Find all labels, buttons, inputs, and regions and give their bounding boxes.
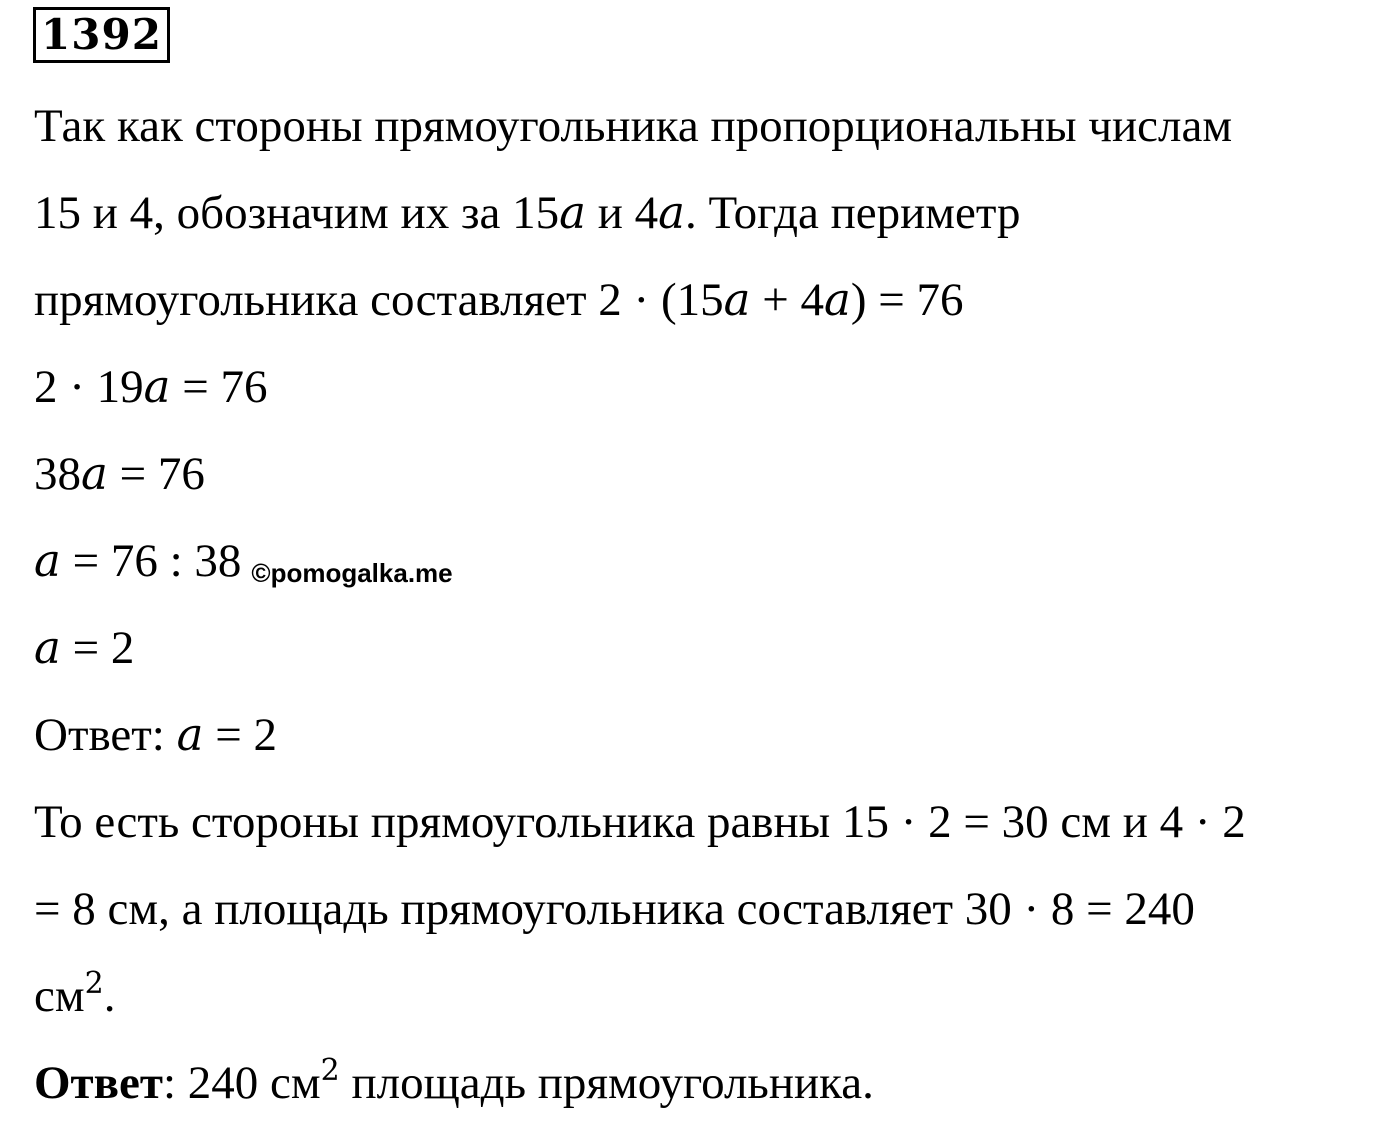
variable-a: a (143, 360, 171, 413)
variable-a: a (559, 186, 586, 239)
variable-a: a (658, 186, 685, 239)
variable-a: a (34, 534, 61, 587)
variable-a: a (723, 273, 751, 326)
superscript: 2 (84, 966, 104, 1001)
text-line: 15 и 4, обозначим их за 15a и 4a. Тогда периметр (34, 186, 1021, 239)
text-line: Так как стороны прямоугольника пропорциональны числам (34, 100, 1233, 152)
variable-a: a (81, 447, 108, 500)
text-line: = 8 см, а площадь прямоугольника составляет 30 · 8 = 240 (34, 883, 1195, 935)
text-line: $см^2$. (34, 966, 116, 1022)
intermediate-answer: Ответ: a = 2 (34, 708, 277, 761)
variable-a: a (176, 708, 204, 761)
equation-line: a = 2 (34, 621, 135, 674)
problem-number-box: 1392 (33, 7, 170, 63)
equation-line: 2 · 19a = 76 (34, 360, 268, 413)
text-line: То есть стороны прямоугольника равны 15 · 2 = 30 см и 4 · 2 (34, 796, 1246, 848)
answer-label: Ответ (34, 1057, 163, 1109)
equation-line: a = 76 : 38 ©pomogalka.me (34, 534, 453, 588)
final-answer: Ответ: 240 $см^2$ площадь прямоугольника. (34, 1053, 874, 1109)
equation-line: 38a = 76 (34, 447, 205, 500)
variable-a: a (34, 621, 61, 674)
superscript: 2 (320, 1053, 340, 1088)
variable-a: a (823, 273, 851, 326)
text-line: прямоугольника составляет 2 · (15a + 4a) = 76 (34, 273, 964, 326)
watermark: ©pomogalka.me (251, 558, 453, 588)
